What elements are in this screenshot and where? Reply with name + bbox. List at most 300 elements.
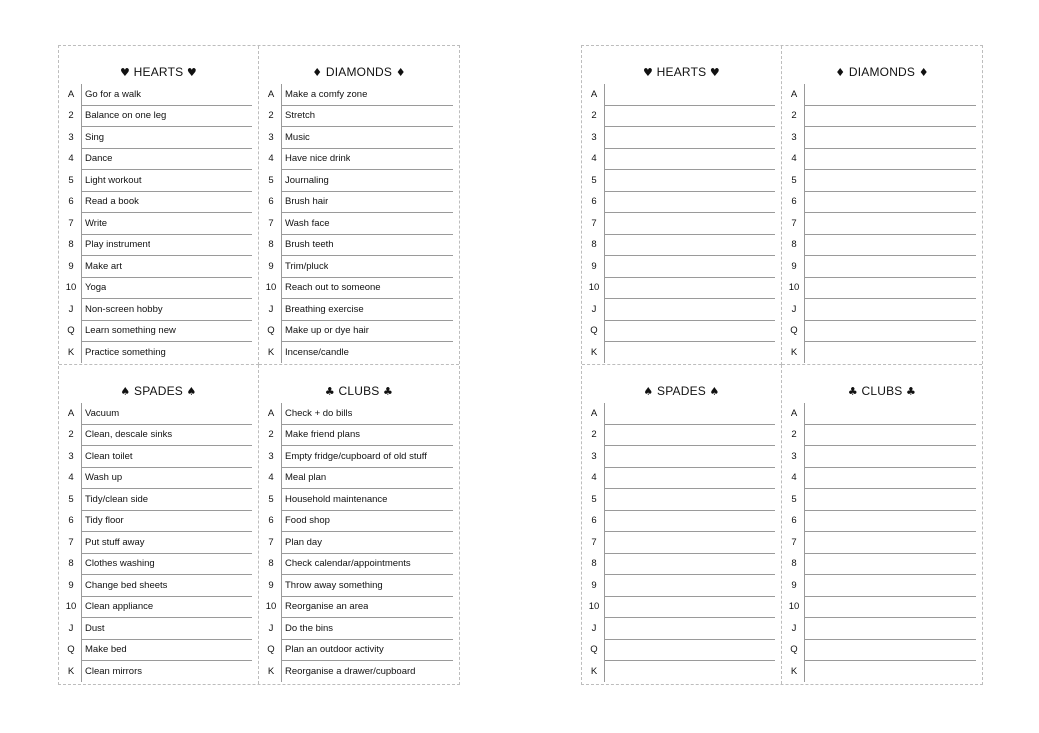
card-rank: 8 <box>68 239 74 251</box>
task-text: Throw away something <box>285 579 383 591</box>
task-row <box>590 661 775 682</box>
card-rank: 4 <box>268 472 274 484</box>
task-text: Clean mirrors <box>85 665 143 677</box>
card-rank: 2 <box>591 429 597 441</box>
task-row <box>68 170 252 192</box>
card-rank: 6 <box>791 196 797 208</box>
spades-title <box>588 383 775 399</box>
task-text: Clean, descale sinks <box>85 429 173 441</box>
card-rank: 9 <box>68 579 74 591</box>
card-rank: 3 <box>591 131 597 143</box>
task-row <box>591 468 775 490</box>
task-row <box>265 278 453 300</box>
task-row <box>791 511 976 533</box>
task-row <box>591 618 775 640</box>
card-rank: J <box>591 622 597 634</box>
task-row <box>268 235 453 257</box>
task-row <box>790 640 976 662</box>
task-text: Breathing exercise <box>285 303 364 315</box>
task-row <box>591 235 775 257</box>
hearts-title <box>65 64 252 80</box>
card-rank: K <box>790 665 798 677</box>
task-text: Journaling <box>285 174 329 186</box>
card-rank: 3 <box>268 131 274 143</box>
task-text: Check + do bills <box>285 407 353 419</box>
card-rank: 2 <box>591 110 597 122</box>
card-rank: J <box>791 303 797 315</box>
task-row <box>790 403 976 425</box>
card-rank: 9 <box>591 579 597 591</box>
task-row <box>67 403 252 425</box>
spades-suit-icon: ♠ <box>643 385 654 398</box>
task-row <box>267 403 453 425</box>
card-rank: 2 <box>791 110 797 122</box>
card-rank: K <box>590 665 598 677</box>
card-rank: 8 <box>268 558 274 570</box>
task-row <box>68 149 252 171</box>
task-row <box>790 321 976 343</box>
card-rank: 6 <box>791 515 797 527</box>
clubs-title-text: CLUBS <box>338 384 380 398</box>
card-rank: 4 <box>68 153 74 165</box>
task-row <box>591 425 775 447</box>
task-row <box>268 446 453 468</box>
task-text: Balance on one leg <box>85 110 167 122</box>
task-row <box>591 511 775 533</box>
card-rank: 4 <box>791 153 797 165</box>
spades-task-list <box>65 403 252 682</box>
card-rank: A <box>790 407 798 419</box>
task-row <box>68 554 252 576</box>
task-row <box>268 213 453 235</box>
card-rank: 10 <box>788 601 800 613</box>
card-rank: Q <box>790 644 798 656</box>
spades-title-text: SPADES <box>134 384 183 398</box>
clubs-section <box>259 365 459 684</box>
spades-section <box>59 365 259 684</box>
card-rank: K <box>267 665 275 677</box>
task-row <box>267 84 453 106</box>
card-rank: 6 <box>268 515 274 527</box>
diamonds-title <box>265 64 453 80</box>
card-rank: A <box>267 88 275 100</box>
diamonds-title <box>788 64 976 80</box>
card-rank: 6 <box>591 196 597 208</box>
task-text: Meal plan <box>285 472 327 484</box>
card-rank: 8 <box>791 558 797 570</box>
task-text: Dust <box>85 622 105 634</box>
card-rank: 8 <box>591 239 597 251</box>
task-text: Wash up <box>85 472 123 484</box>
card-rank: 7 <box>591 536 597 548</box>
card-rank: J <box>268 622 274 634</box>
card-rank: 10 <box>588 282 600 294</box>
task-row <box>68 106 252 128</box>
card-rank: 5 <box>791 493 797 505</box>
hearts-suit-icon: ♥ <box>186 66 197 79</box>
hearts-section <box>582 46 782 365</box>
task-row <box>268 170 453 192</box>
task-row <box>267 661 453 682</box>
task-row <box>590 403 775 425</box>
task-row <box>68 511 252 533</box>
task-row <box>790 84 976 106</box>
card-rank: 2 <box>68 429 74 441</box>
diamonds-section <box>782 46 982 365</box>
diamonds-suit-icon: ♦ <box>835 66 846 79</box>
task-row <box>68 256 252 278</box>
card-rank: 3 <box>68 450 74 462</box>
clubs-suit-icon: ♣ <box>847 385 858 398</box>
hearts-title-text: HEARTS <box>133 65 184 79</box>
task-row <box>267 342 453 363</box>
task-row <box>265 597 453 619</box>
task-row <box>268 554 453 576</box>
task-text: Make bed <box>85 644 127 656</box>
task-row <box>591 575 775 597</box>
filled-card-task-sheet <box>58 45 460 685</box>
task-row <box>68 425 252 447</box>
task-row <box>268 127 453 149</box>
card-rank: 7 <box>68 536 74 548</box>
card-rank: 5 <box>268 174 274 186</box>
card-rank: 8 <box>591 558 597 570</box>
task-text: Music <box>285 131 310 143</box>
card-rank: 9 <box>268 260 274 272</box>
task-row <box>788 597 976 619</box>
card-rank: 9 <box>268 579 274 591</box>
task-row <box>791 468 976 490</box>
clubs-title-text: CLUBS <box>861 384 903 398</box>
spades-suit-icon: ♠ <box>186 385 197 398</box>
task-row <box>68 575 252 597</box>
card-rank: 7 <box>268 217 274 229</box>
hearts-title <box>588 64 775 80</box>
card-rank: 7 <box>791 536 797 548</box>
clubs-suit-icon: ♣ <box>383 385 394 398</box>
card-rank: 5 <box>68 174 74 186</box>
task-row <box>791 425 976 447</box>
card-rank: Q <box>790 325 798 337</box>
task-row <box>791 235 976 257</box>
task-row <box>267 321 453 343</box>
task-row <box>68 299 252 321</box>
spades-title <box>65 383 252 399</box>
card-rank: 10 <box>65 601 77 613</box>
card-rank: 5 <box>791 174 797 186</box>
task-row <box>68 213 252 235</box>
card-rank: 9 <box>791 579 797 591</box>
diamonds-suit-icon: ♦ <box>918 66 929 79</box>
task-row <box>591 256 775 278</box>
task-row <box>268 106 453 128</box>
task-row <box>591 554 775 576</box>
task-text: Practice something <box>85 346 166 358</box>
card-rank: K <box>67 665 75 677</box>
card-rank: 3 <box>68 131 74 143</box>
card-rank: 10 <box>65 282 77 294</box>
diamonds-task-list <box>265 84 453 363</box>
task-row <box>268 618 453 640</box>
task-row <box>268 256 453 278</box>
task-text: Vacuum <box>85 407 120 419</box>
card-rank: 6 <box>68 196 74 208</box>
card-rank: 2 <box>68 110 74 122</box>
task-row <box>791 170 976 192</box>
hearts-suit-icon: ♥ <box>709 66 720 79</box>
card-rank: K <box>267 346 275 358</box>
task-row <box>65 597 252 619</box>
task-row <box>268 489 453 511</box>
clubs-task-list <box>788 403 976 682</box>
card-rank: A <box>590 88 598 100</box>
task-text: Tidy floor <box>85 515 124 527</box>
task-text: Play instrument <box>85 239 151 251</box>
diamonds-section <box>259 46 459 365</box>
task-text: Make a comfy zone <box>285 88 368 100</box>
task-row <box>791 213 976 235</box>
diamonds-task-list <box>788 84 976 363</box>
card-rank: A <box>590 407 598 419</box>
card-rank: 2 <box>791 429 797 441</box>
task-row <box>591 192 775 214</box>
card-rank: 4 <box>68 472 74 484</box>
task-text: Do the bins <box>285 622 334 634</box>
task-text: Make up or dye hair <box>285 325 369 337</box>
task-text: Yoga <box>85 282 107 294</box>
task-text: Have nice drink <box>285 153 351 165</box>
card-rank: 5 <box>591 493 597 505</box>
spades-section <box>582 365 782 684</box>
task-text: Make art <box>85 260 122 272</box>
task-text: Non-screen hobby <box>85 303 163 315</box>
task-row <box>591 127 775 149</box>
task-row <box>591 489 775 511</box>
card-rank: 10 <box>788 282 800 294</box>
clubs-task-list <box>265 403 453 682</box>
card-rank: 10 <box>265 601 277 613</box>
task-text: Brush hair <box>285 196 329 208</box>
task-row <box>268 511 453 533</box>
task-text: Plan day <box>285 536 322 548</box>
task-text: Dance <box>85 153 113 165</box>
task-row <box>591 213 775 235</box>
task-row <box>791 149 976 171</box>
card-rank: K <box>790 346 798 358</box>
card-rank: 2 <box>268 110 274 122</box>
task-row <box>68 532 252 554</box>
card-rank: 4 <box>268 153 274 165</box>
task-row <box>590 84 775 106</box>
task-text: Wash face <box>285 217 330 229</box>
card-rank: 4 <box>591 153 597 165</box>
task-text: Reorganise a drawer/cupboard <box>285 665 416 677</box>
task-row <box>591 299 775 321</box>
card-rank: 4 <box>791 472 797 484</box>
task-text: Light workout <box>85 174 142 186</box>
task-row <box>268 299 453 321</box>
task-text: Learn something new <box>85 325 176 337</box>
card-rank: K <box>67 346 75 358</box>
task-row <box>791 299 976 321</box>
task-text: Incense/candle <box>285 346 349 358</box>
task-row <box>791 446 976 468</box>
diamonds-suit-icon: ♦ <box>312 66 323 79</box>
hearts-suit-icon: ♥ <box>643 66 654 79</box>
clubs-title <box>265 383 453 399</box>
card-rank: 7 <box>591 217 597 229</box>
task-row <box>68 468 252 490</box>
spades-suit-icon: ♠ <box>709 385 720 398</box>
task-text: Food shop <box>285 515 330 527</box>
task-row <box>65 278 252 300</box>
task-row <box>268 532 453 554</box>
hearts-task-list <box>588 84 775 363</box>
task-row <box>267 640 453 662</box>
hearts-suit-icon: ♥ <box>120 66 131 79</box>
task-text: Trim/pluck <box>285 260 329 272</box>
task-row <box>588 597 775 619</box>
hearts-title-text: HEARTS <box>656 65 707 79</box>
task-row <box>268 192 453 214</box>
card-rank: 10 <box>265 282 277 294</box>
task-row <box>67 321 252 343</box>
card-rank: 7 <box>68 217 74 229</box>
task-row <box>791 554 976 576</box>
task-row <box>591 149 775 171</box>
card-rank: Q <box>267 644 275 656</box>
diamonds-suit-icon: ♦ <box>395 66 406 79</box>
task-text: Go for a walk <box>85 88 141 100</box>
task-row <box>788 278 976 300</box>
spades-title-text: SPADES <box>657 384 706 398</box>
task-row <box>791 106 976 128</box>
task-text: Put stuff away <box>85 536 145 548</box>
task-text: Brush teeth <box>285 239 334 251</box>
task-text: Clean appliance <box>85 601 154 613</box>
card-rank: 8 <box>791 239 797 251</box>
card-rank: 9 <box>791 260 797 272</box>
task-row <box>791 127 976 149</box>
card-rank: 6 <box>268 196 274 208</box>
task-text: Make friend plans <box>285 429 360 441</box>
hearts-section <box>59 46 259 365</box>
clubs-suit-icon: ♣ <box>906 385 917 398</box>
task-row <box>68 235 252 257</box>
task-text: Write <box>85 217 107 229</box>
task-row <box>588 278 775 300</box>
task-row <box>791 532 976 554</box>
task-row <box>791 575 976 597</box>
card-rank: 3 <box>591 450 597 462</box>
card-rank: J <box>791 622 797 634</box>
card-rank: 6 <box>68 515 74 527</box>
task-text: Household maintenance <box>285 493 388 505</box>
card-rank: 3 <box>268 450 274 462</box>
card-rank: Q <box>590 325 598 337</box>
task-row <box>67 84 252 106</box>
card-rank: A <box>67 88 75 100</box>
card-rank: 5 <box>268 493 274 505</box>
card-rank: 3 <box>791 450 797 462</box>
clubs-section <box>782 365 982 684</box>
card-rank: 8 <box>68 558 74 570</box>
task-row <box>790 661 976 682</box>
task-text: Sing <box>85 131 105 143</box>
task-row <box>67 661 252 682</box>
task-row <box>268 575 453 597</box>
hearts-task-list <box>65 84 252 363</box>
diamonds-title-text: DIAMONDS <box>848 65 916 79</box>
task-text: Reach out to someone <box>285 282 381 294</box>
task-text: Clean toilet <box>85 450 133 462</box>
task-row <box>268 468 453 490</box>
task-text: Check calendar/appointments <box>285 558 411 570</box>
card-rank: 5 <box>591 174 597 186</box>
card-rank: A <box>67 407 75 419</box>
diamonds-title-text: DIAMONDS <box>325 65 393 79</box>
card-rank: 8 <box>268 239 274 251</box>
card-rank: 4 <box>591 472 597 484</box>
task-row <box>68 192 252 214</box>
card-rank: Q <box>590 644 598 656</box>
card-rank: Q <box>267 325 275 337</box>
card-rank: J <box>68 303 74 315</box>
card-rank: 2 <box>268 429 274 441</box>
task-row <box>67 342 252 363</box>
task-row <box>591 446 775 468</box>
task-row <box>790 342 976 363</box>
card-rank: 6 <box>591 515 597 527</box>
card-rank: Q <box>67 644 75 656</box>
task-row <box>591 170 775 192</box>
clubs-suit-icon: ♣ <box>324 385 335 398</box>
task-row <box>68 489 252 511</box>
card-rank: J <box>68 622 74 634</box>
task-text: Read a book <box>85 196 139 208</box>
card-rank: K <box>590 346 598 358</box>
task-row <box>268 149 453 171</box>
spades-task-list <box>588 403 775 682</box>
card-rank: 7 <box>268 536 274 548</box>
task-text: Plan an outdoor activity <box>285 644 384 656</box>
task-row <box>791 618 976 640</box>
task-row <box>791 489 976 511</box>
task-text: Reorganise an area <box>285 601 369 613</box>
card-rank: 3 <box>791 131 797 143</box>
task-row <box>590 640 775 662</box>
task-row <box>590 321 775 343</box>
card-rank: J <box>268 303 274 315</box>
task-row <box>68 127 252 149</box>
task-text: Change bed sheets <box>85 579 168 591</box>
blank-card-task-sheet <box>581 45 983 685</box>
task-row <box>591 532 775 554</box>
card-rank: A <box>790 88 798 100</box>
task-row <box>68 618 252 640</box>
clubs-title <box>788 383 976 399</box>
task-row <box>67 640 252 662</box>
task-text: Empty fridge/cupboard of old stuff <box>285 450 427 462</box>
card-rank: A <box>267 407 275 419</box>
task-row <box>791 192 976 214</box>
task-row <box>591 106 775 128</box>
task-row <box>268 425 453 447</box>
task-row <box>590 342 775 363</box>
card-rank: 5 <box>68 493 74 505</box>
task-text: Clothes washing <box>85 558 155 570</box>
card-rank: J <box>591 303 597 315</box>
